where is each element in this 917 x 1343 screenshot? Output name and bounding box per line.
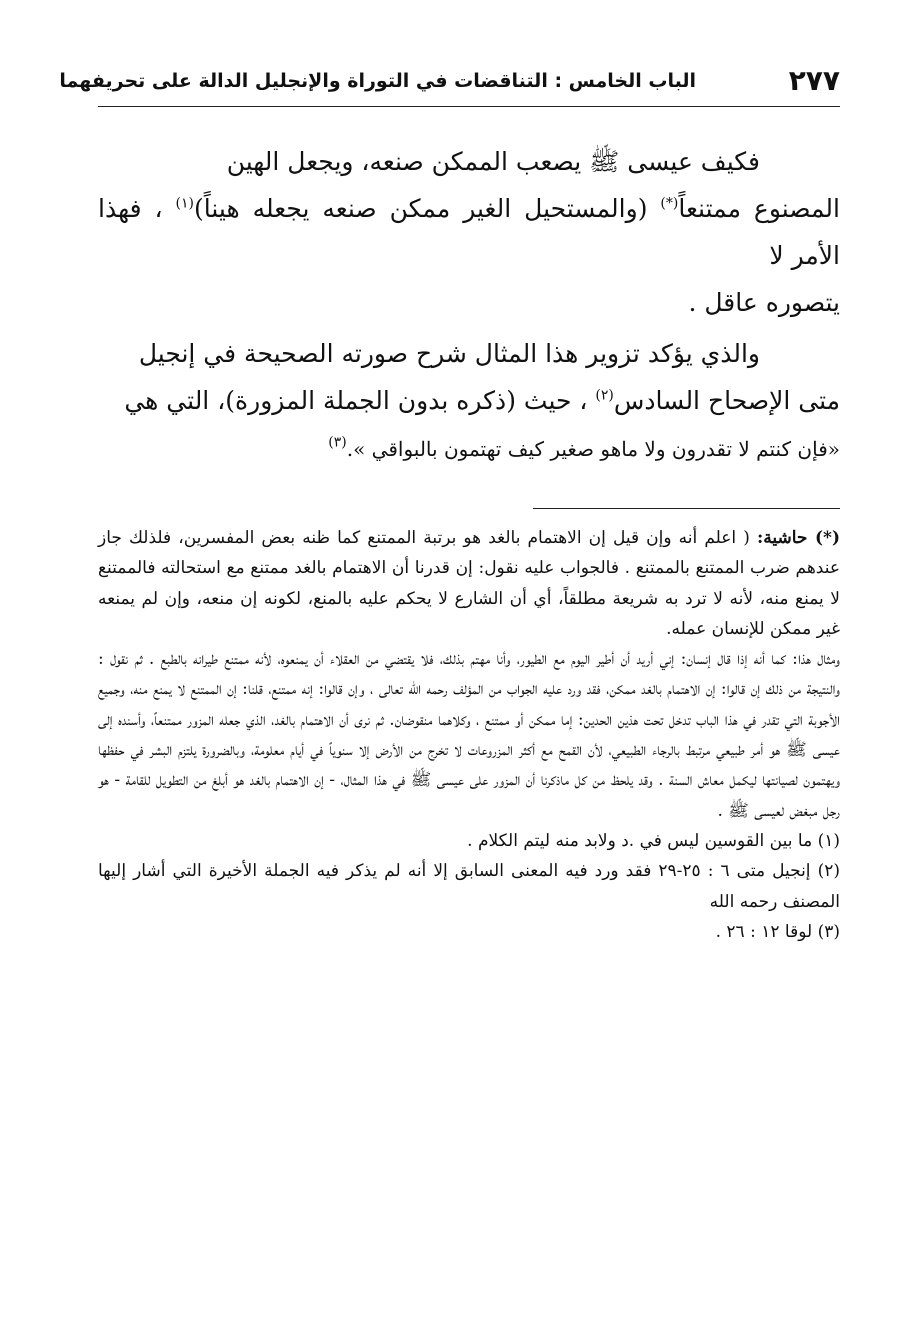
chapter-title: الباب الخامس : التناقضات في التوراة والإنجليل الدالة على تحريفهما bbox=[59, 70, 696, 92]
text-run: ، فهذا الأمر لا bbox=[98, 194, 840, 270]
footnote-2: (٢) إنجيل متى ٦ : ٢٥-٢٩ فقد ورد فيه المعنى السابق إلا أنه لم يذكر فيه الجملة الأخيرة التي أشار إليها المصنف رحمه الله bbox=[98, 861, 840, 912]
footnote-ref-1: (١) bbox=[175, 195, 194, 212]
main-text bbox=[98, 138, 840, 473]
margin-note bbox=[98, 523, 840, 644]
page-number: ٢٧٧ bbox=[788, 64, 840, 97]
note-body: ( اعلم أنه وإن قيل إن الاهتمام بالغد هو برتبة الممتنع كما ظنه بعض المفسرين، فلذلك جاز عندهم ضرب الممتنع بالممتنع . فالجواب عليه نقول: إن قدرنا أن الاهتمام بالغد ممتنع مع استحالته فالممتنع لا يمنع منه، لأنه لا ترد به شريعة مطلقاً، أي أن الشارع لا يحكم عليه بالمنع، لكونه إن منعه، وإن لم يمنعه غير ممكن للإنسان عمله. bbox=[98, 528, 840, 639]
paragraph-2-line-1: والذي يؤكد تزوير هذا المثال شرح صورته الصحيحة في إنجيل bbox=[138, 339, 760, 368]
text-run: المصنوع ممتنعاً bbox=[678, 194, 840, 223]
paragraph-2-line-2 bbox=[98, 377, 840, 424]
footnote-ref-2: (٢) bbox=[595, 387, 614, 404]
header-rule bbox=[98, 106, 840, 107]
footnotes bbox=[98, 523, 840, 947]
text-run: متى الإصحاح السادس bbox=[613, 386, 840, 415]
footnote-separator bbox=[533, 508, 840, 509]
quote-line bbox=[98, 424, 840, 473]
footnote-3: (٣) لوقا ١٢ : ٢٦ . bbox=[715, 921, 840, 942]
paragraph-1-line-2 bbox=[98, 185, 840, 279]
paragraph-1-line-3: يتصوره عاقل . bbox=[688, 288, 840, 317]
margin-note-continued: ومثال هذا: كما أنه إذا قال إنسان: إني أريد أن أطير اليوم مع الطيور، وأنا مهتم بذلك، فلا يقتضي من العقلاء أن يمنعوه، لأنه ممتنع طيرانه بالطبع . ثم نقول : والنتيجة من ذلك إن قالوا: إن الاهتمام بالغد ممكن، فقد ورد عليه الجواب من المؤلف رحمه الله تعالى ، وإن قالوا: إنه ممتنع، قلنا: إن الممتنع لا يمنع منه، وجميع الأجوبة التي تقدر في هذا الباب تدخل تحت هذين الحدين: إما ممكن أو ممتنع ، وكلاهما منقوضان. ثم نرى أن الاهتمام بالغد، الذي جعله المزور ممتنعاً، وأسنده إلى عيسى ﷺ هو أمر طبيعي مرتبط بالرجاء الطبيعي، لأن القمح مع أكثر المزروعات لا تخرج من الأرض إلا سنوياً في أيام معلومة، وبالضرورة يلتزم البشر في حفظها ويهتمون لصيانتها ليكمل معاش السنة . وقد يلحظ من كل ماذكرنا أن المزور على عيسى ﷺ في هذا المثال، - إن الاهتمام بالغد هو أبلغ من التطويل للقامة - هو رجل مبغض لعيسى ﷺ . bbox=[98, 649, 840, 821]
text-run: ، حيث (ذكره بدون الجملة المزورة)، التي هي bbox=[124, 386, 596, 415]
text-run: (والمستحيل الغير ممكن صنعه يجعله هيناً) bbox=[194, 194, 661, 223]
footnote-1: (١) ما بين القوسين ليس في .د ولابد منه ليتم الكلام . bbox=[467, 830, 840, 851]
paragraph-1-line-1: فكيف عيسى ﷺ يصعب الممكن صنعه، ويجعل الهين bbox=[226, 147, 760, 176]
quote-text: «فإن كنتم لا تقدرون ولا ماهو صغير كيف تهتمون بالبواقي ». bbox=[346, 437, 840, 461]
running-header bbox=[59, 64, 840, 104]
note-marker: (*) bbox=[660, 195, 679, 212]
footnote-ref-3: (٣) bbox=[328, 434, 347, 451]
note-label: (*) حاشية: bbox=[756, 528, 840, 548]
